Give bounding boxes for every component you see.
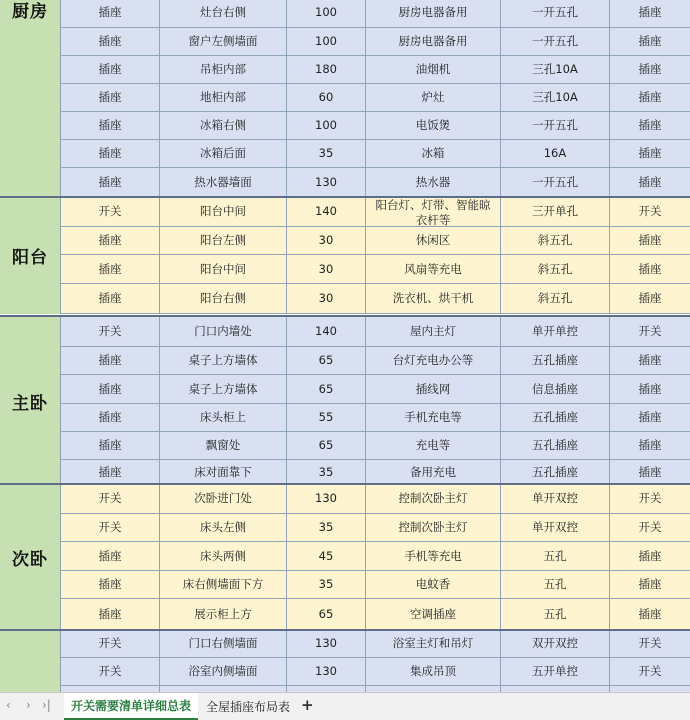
cell-type[interactable]: 插座 xyxy=(61,56,160,83)
cell-height[interactable]: 180 xyxy=(287,56,366,83)
cell-location[interactable]: 床右侧墙面下方 xyxy=(160,571,287,598)
table-row xyxy=(61,484,690,514)
table-row xyxy=(61,56,690,84)
cell-purpose[interactable]: 休闲区 xyxy=(366,227,501,254)
cell-type[interactable]: 开关 xyxy=(61,316,160,346)
cell-height[interactable]: 45 xyxy=(287,542,366,570)
cell-location[interactable]: 床对面靠下 xyxy=(160,460,287,485)
cell-height[interactable]: 140 xyxy=(287,197,366,226)
cell-height[interactable]: 65 xyxy=(287,599,366,629)
cell-type[interactable]: 插座 xyxy=(61,84,160,111)
cell-spec[interactable]: 一开五孔 xyxy=(501,0,610,27)
cell-spec[interactable]: 五孔插座 xyxy=(501,432,610,459)
cell-purpose[interactable]: 炉灶 xyxy=(366,84,501,111)
cell-location[interactable]: 阳台左侧 xyxy=(160,227,287,254)
cell-type[interactable]: 插座 xyxy=(61,284,160,313)
cell-spec[interactable]: 单开双控 xyxy=(501,514,610,541)
cell-type[interactable]: 插座 xyxy=(61,28,160,55)
table-row xyxy=(61,84,690,112)
last-sheet-nav-icon[interactable]: ›| xyxy=(42,698,51,712)
cell-category[interactable]: 插座 xyxy=(638,233,662,248)
cell-category[interactable]: 开关 xyxy=(638,491,662,506)
cell-height[interactable]: 30 xyxy=(287,284,366,313)
cell-type[interactable]: 插座 xyxy=(61,112,160,139)
cell-spec[interactable]: 斜五孔 xyxy=(501,255,610,283)
cell-location[interactable]: 灶台右侧 xyxy=(160,0,287,27)
cell-location[interactable]: 床头左侧 xyxy=(160,514,287,541)
cell-category[interactable]: 插座 xyxy=(638,548,662,563)
cell-location[interactable]: 热水器墙面 xyxy=(160,168,287,196)
room-group xyxy=(0,484,690,630)
room-label-cell[interactable] xyxy=(0,197,61,314)
table-row xyxy=(61,140,690,168)
cell-height[interactable]: 30 xyxy=(287,227,366,254)
cell-height[interactable]: 130 xyxy=(287,658,366,685)
cell-purpose[interactable]: 热水器 xyxy=(366,168,501,196)
cell-height[interactable]: 100 xyxy=(287,28,366,55)
cell-location[interactable]: 窗户左侧墙面 xyxy=(160,28,287,55)
table-row xyxy=(61,284,690,314)
room-label: 阳台 xyxy=(12,248,48,268)
cell-height[interactable]: 60 xyxy=(287,84,366,111)
table-row xyxy=(61,227,690,255)
cell-category[interactable]: 插座 xyxy=(638,4,662,19)
cell-spec[interactable]: 五开单控 xyxy=(501,658,610,685)
cell-type[interactable]: 插座 xyxy=(61,168,160,196)
cell-height[interactable]: 65 xyxy=(287,375,366,403)
sheet-tab-bar xyxy=(0,692,690,720)
cell-spec[interactable]: 三孔10A xyxy=(501,84,610,111)
cell-height[interactable]: 35 xyxy=(287,460,366,485)
cell-category[interactable]: 插座 xyxy=(638,291,662,306)
group-separator xyxy=(0,315,690,317)
cell-purpose[interactable]: 充电等 xyxy=(366,432,501,459)
cell-spec[interactable]: 三孔10A xyxy=(501,56,610,83)
cell-purpose[interactable]: 油烟机 xyxy=(366,56,501,83)
cell-type[interactable]: 插座 xyxy=(61,375,160,403)
cell-location[interactable]: 浴室内侧墙面 xyxy=(160,658,287,685)
cell-height[interactable]: 55 xyxy=(287,404,366,431)
table-row xyxy=(61,571,690,599)
table-row xyxy=(61,197,690,227)
cell-purpose[interactable]: 风扇等充电 xyxy=(366,255,501,283)
cell-purpose[interactable]: 控制次卧主灯 xyxy=(366,484,501,513)
cell-spec[interactable]: 16A xyxy=(501,140,610,167)
cell-location[interactable]: 吊柜内部 xyxy=(160,56,287,83)
room-label-cell[interactable] xyxy=(0,630,61,692)
room-label-cell[interactable] xyxy=(0,0,61,197)
cell-location[interactable]: 展示柜上方 xyxy=(160,599,287,629)
cell-height[interactable]: 100 xyxy=(287,0,366,27)
cell-type[interactable]: 开关 xyxy=(61,514,160,541)
cell-purpose[interactable]: 空调插座 xyxy=(366,599,501,629)
cell-type[interactable]: 开关 xyxy=(61,630,160,657)
cell-category[interactable]: 插座 xyxy=(638,34,662,49)
table-row xyxy=(61,28,690,56)
cell-category[interactable]: 开关 xyxy=(638,636,662,651)
cell-spec[interactable]: 一开五孔 xyxy=(501,112,610,139)
table-row xyxy=(61,630,690,658)
cell-spec[interactable]: 斜五孔 xyxy=(501,284,610,313)
cell-category[interactable]: 插座 xyxy=(638,438,662,453)
cell-type[interactable]: 开关 xyxy=(61,658,160,685)
cell-category[interactable]: 插座 xyxy=(638,465,662,480)
cell-purpose[interactable]: 厨房电器备用 xyxy=(366,28,501,55)
cell-spec[interactable]: 一开五孔 xyxy=(501,168,610,196)
cell-spec[interactable]: 一开五孔 xyxy=(501,28,610,55)
cell-type[interactable]: 插座 xyxy=(61,140,160,167)
room-label: 次卧 xyxy=(12,549,48,570)
next-sheet-nav-icon[interactable]: › xyxy=(26,698,31,712)
cell-spec[interactable]: 五孔插座 xyxy=(501,347,610,374)
room-label: 主卧 xyxy=(12,393,48,414)
table-row xyxy=(61,658,690,686)
cell-location[interactable]: 次卧进门处 xyxy=(160,484,287,513)
cell-purpose[interactable]: 电饭煲 xyxy=(366,112,501,139)
cell-category[interactable]: 开关 xyxy=(638,323,662,338)
cell-spec[interactable]: 五孔插座 xyxy=(501,404,610,431)
cell-purpose[interactable]: 控制次卧主灯 xyxy=(366,514,501,541)
group-separator xyxy=(0,483,690,485)
room-group xyxy=(0,0,690,197)
cell-type[interactable]: 开关 xyxy=(61,197,160,226)
cell-spec[interactable]: 五孔插座 xyxy=(501,460,610,485)
cell-location[interactable]: 桌子上方墙体 xyxy=(160,347,287,374)
cell-location[interactable]: 地柜内部 xyxy=(160,84,287,111)
cell-type[interactable]: 插座 xyxy=(61,571,160,598)
cell-location[interactable]: 阳台中间 xyxy=(160,197,287,226)
table-row xyxy=(61,0,690,28)
cell-purpose[interactable]: 浴室主灯和吊灯 xyxy=(366,630,501,657)
cell-location[interactable]: 床头柜上 xyxy=(160,404,287,431)
cell-category[interactable]: 插座 xyxy=(638,146,662,161)
group-separator xyxy=(0,629,690,631)
add-sheet-button[interactable]: + xyxy=(301,696,314,714)
cell-height[interactable]: 140 xyxy=(287,316,366,346)
cell-type[interactable]: 插座 xyxy=(61,347,160,374)
cell-purpose[interactable]: 洗衣机、烘干机 xyxy=(366,284,501,313)
cell-purpose[interactable]: 冰箱 xyxy=(366,140,501,167)
room-group xyxy=(0,630,690,692)
cell-location[interactable]: 桌子上方墙体 xyxy=(160,375,287,403)
cell-purpose[interactable]: 阳台灯、灯带、智能晾衣杆等 xyxy=(366,197,501,226)
cell-purpose[interactable]: 屋内主灯 xyxy=(366,316,501,346)
room-label: 厨房 xyxy=(12,2,48,22)
cell-category[interactable]: 插座 xyxy=(638,174,662,189)
cell-purpose[interactable]: 插线网 xyxy=(366,375,501,403)
cell-spec[interactable]: 单开双控 xyxy=(501,484,610,513)
cell-type[interactable]: 插座 xyxy=(61,227,160,254)
cell-spec[interactable]: 双开双控 xyxy=(501,630,610,657)
cell-purpose[interactable]: 集成吊顶 xyxy=(366,658,501,685)
cell-category[interactable]: 插座 xyxy=(638,118,662,133)
cell-height[interactable]: 100 xyxy=(287,112,366,139)
cell-purpose[interactable]: 厨房电器备用 xyxy=(366,0,501,27)
table-row xyxy=(61,514,690,542)
cell-location[interactable]: 门口右侧墙面 xyxy=(160,630,287,657)
room-group xyxy=(0,197,690,314)
cell-purpose[interactable]: 手机充电等 xyxy=(366,404,501,431)
cell-spec[interactable]: 三开单孔 xyxy=(501,197,610,226)
group-separator xyxy=(0,196,690,198)
cell-type[interactable]: 插座 xyxy=(61,599,160,629)
cell-location[interactable]: 飘窗处 xyxy=(160,432,287,459)
cell-height[interactable]: 130 xyxy=(287,168,366,196)
cell-height[interactable]: 35 xyxy=(287,514,366,541)
cell-spec[interactable]: 五孔 xyxy=(501,542,610,570)
cell-spec[interactable]: 斜五孔 xyxy=(501,227,610,254)
table-row xyxy=(61,542,690,571)
cell-purpose[interactable]: 台灯充电办公等 xyxy=(366,347,501,374)
cell-location[interactable]: 阳台中间 xyxy=(160,255,287,283)
cell-type[interactable]: 插座 xyxy=(61,0,160,27)
cell-type[interactable]: 开关 xyxy=(61,484,160,513)
cell-height[interactable]: 65 xyxy=(287,347,366,374)
cell-category[interactable]: 插座 xyxy=(638,62,662,77)
cell-category[interactable]: 开关 xyxy=(638,664,662,679)
cell-spec[interactable]: 信息插座 xyxy=(501,375,610,403)
cell-height[interactable]: 30 xyxy=(287,255,366,283)
cell-purpose[interactable]: 电蚊香 xyxy=(366,571,501,598)
sheet-tab-active[interactable]: 开关需要清单详细总表 xyxy=(64,693,198,720)
cell-height[interactable]: 130 xyxy=(287,630,366,657)
cell-type[interactable]: 插座 xyxy=(61,404,160,431)
table-row xyxy=(61,255,690,284)
cell-purpose[interactable]: 手机等充电 xyxy=(366,542,501,570)
cell-category[interactable]: 插座 xyxy=(638,261,662,276)
table-row xyxy=(61,375,690,404)
cell-height[interactable]: 130 xyxy=(287,484,366,513)
cell-category[interactable]: 插座 xyxy=(638,606,662,621)
table-row xyxy=(61,112,690,140)
cell-category[interactable]: 插座 xyxy=(638,577,662,592)
cell-spec[interactable]: 五孔 xyxy=(501,571,610,598)
cell-location[interactable]: 冰箱右侧 xyxy=(160,112,287,139)
cell-category[interactable]: 开关 xyxy=(638,204,662,219)
room-group xyxy=(0,316,690,486)
cell-category[interactable]: 插座 xyxy=(638,410,662,425)
cell-location[interactable]: 床头两侧 xyxy=(160,542,287,570)
cell-purpose[interactable]: 备用充电 xyxy=(366,460,501,485)
cell-type[interactable]: 插座 xyxy=(61,432,160,459)
cell-category[interactable]: 开关 xyxy=(638,520,662,535)
table-row xyxy=(61,599,690,630)
cell-height[interactable]: 65 xyxy=(287,432,366,459)
cell-spec[interactable]: 五孔 xyxy=(501,599,610,629)
table-row xyxy=(61,404,690,432)
cell-spec[interactable]: 单开单控 xyxy=(501,316,610,346)
table-row xyxy=(61,347,690,375)
cell-category[interactable]: 插座 xyxy=(638,381,662,396)
cell-category[interactable]: 插座 xyxy=(638,90,662,105)
cell-category[interactable]: 插座 xyxy=(638,353,662,368)
table-row xyxy=(61,432,690,460)
room-label-cell[interactable] xyxy=(0,484,61,630)
cell-location[interactable]: 阳台右侧 xyxy=(160,284,287,313)
cell-type[interactable]: 插座 xyxy=(61,542,160,570)
cell-height[interactable]: 35 xyxy=(287,140,366,167)
table-row xyxy=(61,316,690,347)
cell-height[interactable]: 35 xyxy=(287,571,366,598)
cell-type[interactable]: 插座 xyxy=(61,460,160,485)
cell-location[interactable]: 门口内墙处 xyxy=(160,316,287,346)
cell-location[interactable]: 冰箱后面 xyxy=(160,140,287,167)
table-row xyxy=(61,168,690,197)
sheet-tab-second[interactable]: 全屋插座布局表 xyxy=(205,700,290,714)
cell-type[interactable]: 插座 xyxy=(61,255,160,283)
first-sheet-nav-icon[interactable]: ‹ xyxy=(6,698,11,712)
room-label-cell[interactable] xyxy=(0,316,61,486)
